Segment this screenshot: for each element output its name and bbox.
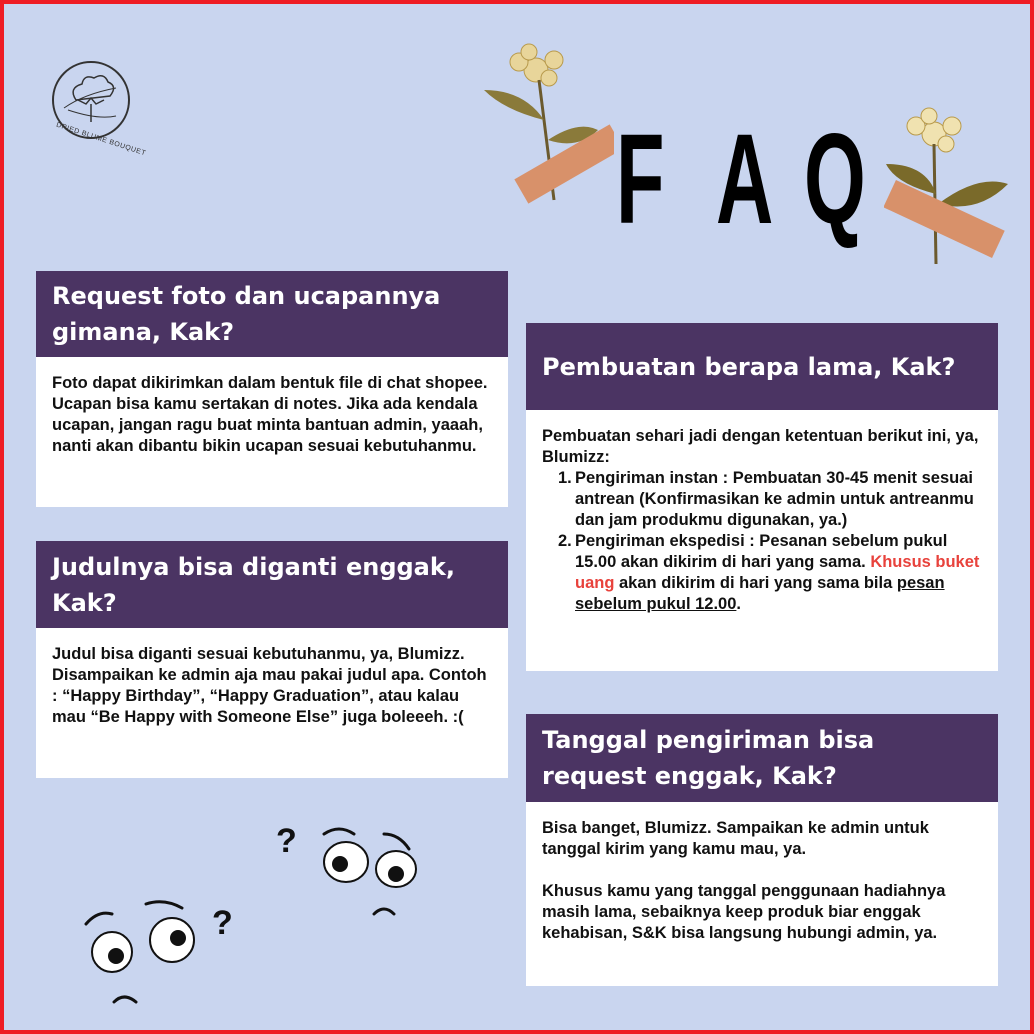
faq-answer-2: Judul bisa diganti sesuai kebutuhanmu, ya, Blumizz. Disampaikan ke admin aja mau pakai judul apa. Contoh : “Happy Birthday”, “Happy Graduation”, atau kalau mau “Be Happy with Someone Else” juga boleeeh. :( (36, 628, 508, 778)
list-number: 2. (558, 532, 572, 550)
brand-logo (48, 60, 147, 158)
question-text: Judulnya bisa diganti enggak, Kak? (52, 552, 455, 617)
brand-name: DRIED BLUME BOUQUET (55, 121, 147, 158)
question-mark: ? (276, 822, 297, 860)
faq-question-3 (526, 323, 998, 410)
list-text: Pengiriman instan : Pembuatan 30-45 menit sesuai antrean (Konfirmasikan ke admin untuk antreanmu dan jam produkmu digunakan, ya.) (575, 469, 974, 529)
answer-list (542, 468, 982, 615)
answer-paragraph: Khusus kamu yang tanggal penggunaan hadiahnya masih lama, sebaiknya keep produk biar enggak kehabisan, S&K bisa langsung hubungi admin, ya. (542, 882, 946, 942)
answer-intro: Pembuatan sehari jadi dengan ketentuan berikut ini, ya, Blumizz: (542, 427, 979, 466)
faq-question-1 (36, 271, 508, 357)
question-text: Request foto dan ucapannya gimana, Kak? (52, 282, 441, 346)
text-part: akan dikirim di hari yang sama bila (614, 574, 897, 592)
dried-flower-right-icon (884, 104, 1024, 274)
faq-question-4 (526, 714, 998, 802)
faq-answer-3 (526, 410, 998, 671)
text-part: Pengiriman ekspedisi : Pesanan sebelum pukul 15.00 akan dikirim di hari yang sama. (575, 532, 948, 571)
question-text: Pembuatan berapa lama, Kak? (542, 352, 956, 381)
text-part: . (736, 595, 741, 613)
answer-paragraph: Bisa banget, Blumizz. Sampaikan ke admin untuk tanggal kirim yang kamu mau, ya. (542, 819, 929, 858)
list-number: 1. (558, 469, 572, 487)
worried-face-left-icon (74, 894, 224, 1014)
faq-letter-q: Q (804, 108, 866, 251)
list-text (575, 531, 982, 615)
highlight-text: Khusus buket uang (575, 553, 980, 592)
faq-letter-a: A (716, 108, 774, 251)
dried-flower-left-icon (474, 40, 614, 210)
faq-answer-1: Foto dapat dikirimkan dalam bentuk file di chat shopee. Ucapan bisa kamu sertakan di notes. Jika ada kendala ucapan, jangan ragu buat minta bantuan admin, yaaah, nanti akan dibantu bikin ucapan sesuai kebutuhanmu. (36, 357, 508, 507)
list-item (558, 468, 982, 531)
faq-letter-f: F (616, 108, 665, 251)
underlined-text: pesan sebelum pukul 12.00 (575, 574, 945, 613)
list-item (558, 531, 982, 615)
faq-answer-4 (526, 802, 998, 986)
faq-question-2 (36, 541, 508, 628)
question-text: Tanggal pengiriman bisa request enggak, Kak? (542, 726, 875, 790)
question-mark: ? (212, 904, 233, 942)
